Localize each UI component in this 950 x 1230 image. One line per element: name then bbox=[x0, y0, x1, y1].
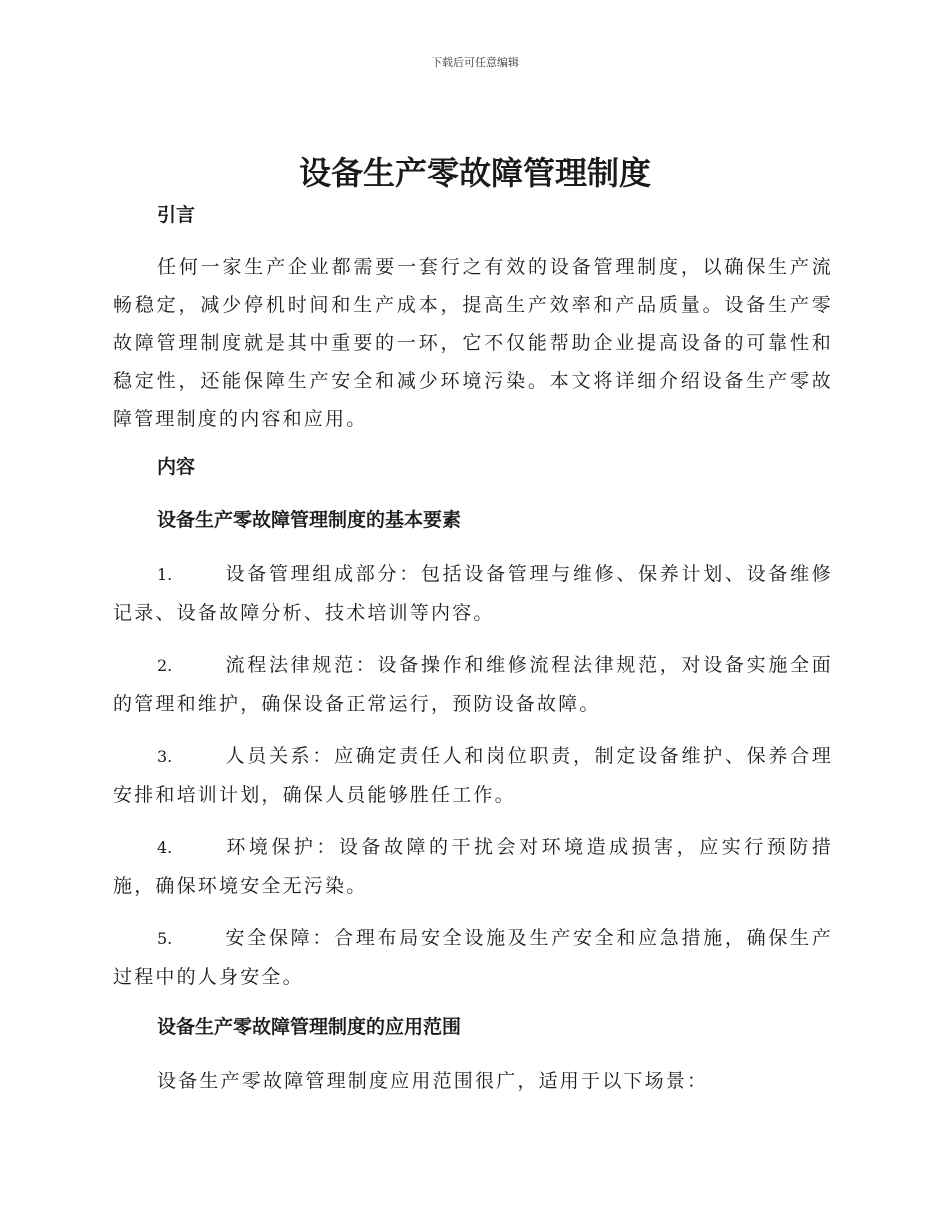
list-item-number: 5. bbox=[157, 929, 173, 948]
intro-paragraph: 任何一家生产企业都需要一套行之有效的设备管理制度，以确保生产流畅稳定，减少停机时间和生产成本，提高生产效率和产品质量。设备生产零故障管理制度就是其中重要的一环，它不仅能帮助企业提高设备的可靠性和稳定性，还能保障生产安全和减少环境污染。本文将详细介绍设备生产零故障管理制度的内容和应用。 bbox=[113, 256, 833, 430]
list-item-text: 流程法律规范：设备操作和维修流程法律规范，对设备实施全面的管理和维护，确保设备正常运行，预防设备故障。 bbox=[113, 654, 833, 715]
list-item bbox=[113, 828, 833, 905]
list-item-text: 设备管理组成部分：包括设备管理与维修、保养计划、设备维修记录、设备故障分析、技术培训等内容。 bbox=[113, 563, 833, 624]
list-item bbox=[113, 737, 833, 814]
content-heading: 内容 bbox=[157, 456, 196, 478]
section1-heading: 设备生产零故障管理制度的基本要素 bbox=[157, 509, 462, 531]
list-item-number: 1. bbox=[157, 565, 173, 584]
list-item-text: 人员关系：应确定责任人和岗位职责，制定设备维护、保养合理安排和培训计划，确保人员能够胜任工作。 bbox=[113, 745, 833, 806]
intro-heading: 引言 bbox=[157, 204, 196, 226]
page-header: 下载后可任意编辑 bbox=[431, 56, 519, 69]
list-item-number: 2. bbox=[157, 656, 173, 675]
list-item-number: 3. bbox=[157, 747, 173, 766]
list-item bbox=[113, 646, 833, 723]
section2-heading: 设备生产零故障管理制度的应用范围 bbox=[157, 1016, 462, 1038]
list-item-text: 安全保障：合理布局安全设施及生产安全和应急措施，确保生产过程中的人身安全。 bbox=[113, 927, 833, 988]
list-item-text: 环境保护：设备故障的干扰会对环境造成损害，应实行预防措施，确保环境安全无污染。 bbox=[113, 836, 833, 897]
section2-paragraph: 设备生产零故障管理制度应用范围很广，适用于以下场景： bbox=[157, 1070, 709, 1092]
document-title: 设备生产零故障管理制度 bbox=[298, 154, 651, 192]
list-item bbox=[113, 919, 833, 996]
list-item-number: 4. bbox=[157, 838, 173, 857]
list-item bbox=[113, 555, 833, 632]
